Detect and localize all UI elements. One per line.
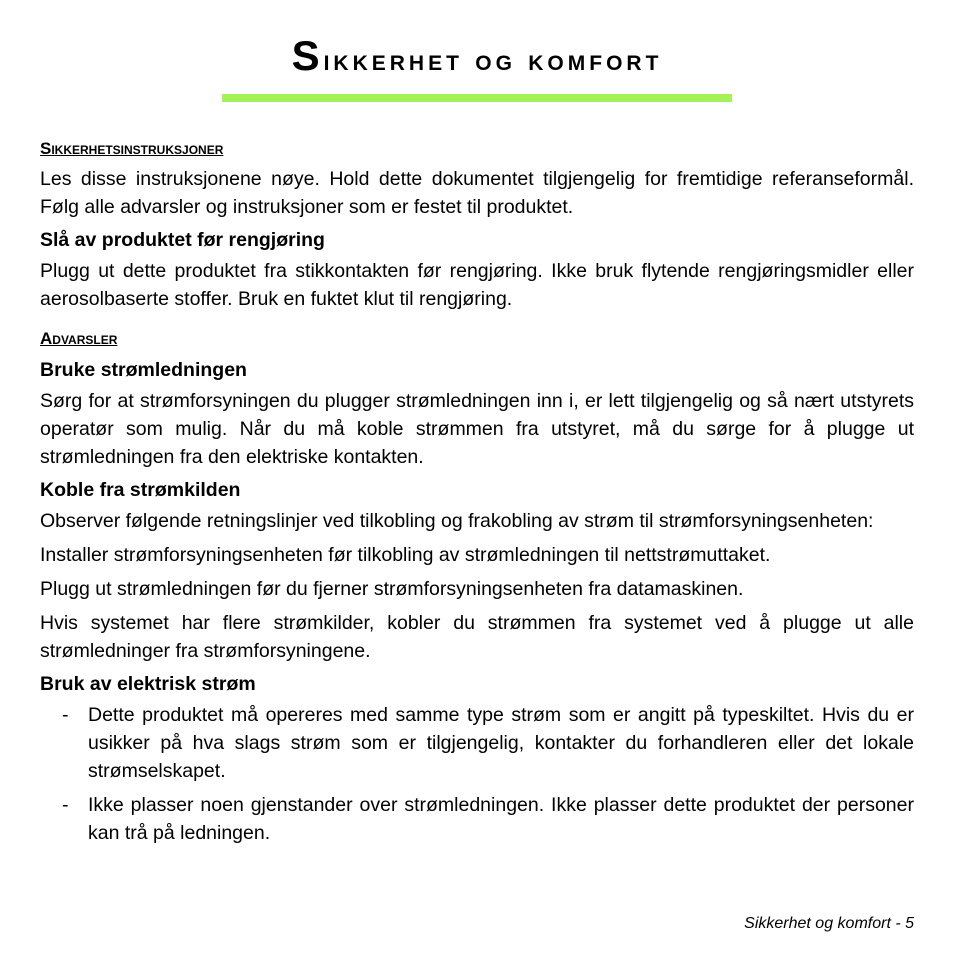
list-item-text: Ikke plasser noen gjenstander over strømledningen. Ikke plasser dette produktet der personer kan trå på ledningen. (88, 794, 914, 844)
list-item (40, 791, 914, 847)
page-title-rest: ikkerhet og komfort (323, 44, 663, 77)
page-content (40, 137, 914, 853)
disconnect-paragraph-4: Hvis systemet har flere strømkilder, kobler du strømmen fra systemet ved å plugge ut alle strømledninger fra strømforsyningene. (40, 612, 914, 662)
power-cord-text: Sørg for at strømforsyningen du plugger strømledningen inn i, er lett tilgjengelig og så nært utstyrets operatør som mulig. Når du må koble strømmen fra utstyret, må du sørge for å plugge ut strømledningen fra den elektriske kontakten. (40, 390, 914, 468)
subheading-power-cord: Bruke strømledningen (40, 359, 247, 381)
title-accent-bar (222, 94, 732, 102)
list-item-text: Dette produktet må opereres med samme type strøm som er angitt på typeskiltet. Hvis du er usikker på hva slags strøm som er tilgjengelig, kontakter du forhandleren eller det lokale strømselskapet. (88, 704, 914, 782)
section-heading-warnings: Advarsler (40, 329, 118, 348)
subheading-cleaning: Slå av produktet før rengjøring (40, 229, 325, 251)
page-footer: Sikkerhet og komfort - 5 (744, 915, 914, 932)
power-list (40, 701, 914, 847)
dash-bullet: - (62, 704, 69, 726)
disconnect-paragraph-1: Observer følgende retningslinjer ved tilkobling og frakobling av strøm til strømforsyningsenheten: (40, 510, 874, 532)
dash-bullet: - (62, 794, 69, 816)
instructions-intro: Les disse instruksjonene nøye. Hold dette dokumentet tilgjengelig for fremtidige referanseformål. Følg alle advarsler og instruksjoner som er festet til produktet. (40, 168, 914, 218)
subheading-disconnect: Koble fra strømkilden (40, 479, 241, 501)
list-item (40, 701, 914, 785)
subheading-electric-power: Bruk av elektrisk strøm (40, 673, 256, 695)
disconnect-paragraph-2: Installer strømforsyningsenheten før tilkobling av strømledningen til nettstrømuttaket. (40, 544, 771, 566)
page-title (40, 30, 914, 87)
section-heading-instructions: Sikkerhetsinstruksjoner (40, 139, 224, 158)
disconnect-paragraph-3: Plugg ut strømledningen før du fjerner strømforsyningsenheten fra datamaskinen. (40, 578, 744, 600)
cleaning-text: Plugg ut dette produktet fra stikkontakten før rengjøring. Ikke bruk flytende rengjøringsmidler eller aerosolbaserte stoffer. Bruk en fuktet klut til rengjøring. (40, 260, 914, 310)
page-title-initial: S (291, 32, 324, 79)
